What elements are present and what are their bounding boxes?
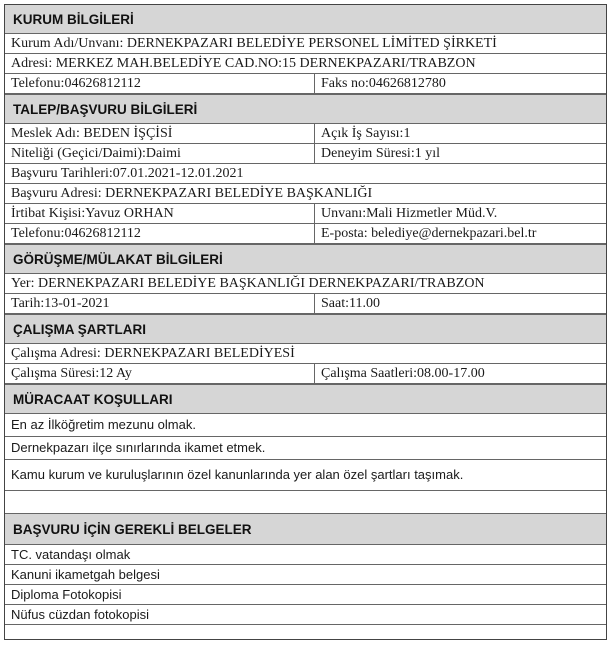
gorusme-tarih-row xyxy=(5,294,606,314)
talep-contact-row xyxy=(5,224,606,244)
kurum-adres: Adresi: MERKEZ MAH.BELEDİYE CAD.NO:15 DERNEKPAZARI/TRABZON xyxy=(11,56,476,71)
irtibat-kisisi: İrtibat Kişisi:Yavuz ORHAN xyxy=(5,204,315,223)
meslek-adi: Meslek Adı: BEDEN İŞÇİSİ xyxy=(5,124,315,143)
blank-row xyxy=(5,491,606,514)
gorusme-yer: Yer: DERNEKPAZARI BELEDİYE BAŞKANLIĞI DERNEKPAZARI/TRABZON xyxy=(11,276,485,291)
kurum-adi: Kurum Adı/Unvanı: DERNEKPAZARI BELEDİYE PERSONEL LİMİTED ŞİRKETİ xyxy=(11,36,497,51)
kurum-adres-row xyxy=(5,54,606,74)
kurum-telefon: Telefonu:04626812112 xyxy=(5,74,315,93)
talep-adres-row xyxy=(5,184,606,204)
belge-item xyxy=(5,605,606,625)
talep-meslek-row xyxy=(5,124,606,144)
muracaat-item-1: En az İlköğretim mezunu olmak. xyxy=(11,417,196,432)
gorusme-saat: Saat:11.00 xyxy=(321,296,380,311)
belge-item xyxy=(5,585,606,605)
muracaat-item-3: Kamu kurum ve kuruluşlarının özel kanunlarında yer alan özel şartları taşımak. xyxy=(11,467,464,482)
niteligi: Niteliği (Geçici/Daimi):Daimi xyxy=(5,144,315,163)
section-header-belgeler: BAŞVURU İÇİN GEREKLİ BELGELER xyxy=(5,514,606,545)
calisma-adres-row xyxy=(5,344,606,364)
belge-item-1: TC. vatandaşı olmak xyxy=(11,547,131,562)
muracaat-item xyxy=(5,460,606,491)
muracaat-item xyxy=(5,437,606,460)
section-header-talep: TALEP/BAŞVURU BİLGİLERİ xyxy=(5,94,606,124)
kurum-adi-row xyxy=(5,34,606,54)
kurum-contact-row xyxy=(5,74,606,94)
section-header-muracaat: MÜRACAAT KOŞULLARI xyxy=(5,384,606,414)
muracaat-item xyxy=(5,414,606,437)
talep-eposta: E-posta: belediye@dernekpazari.bel.tr xyxy=(321,226,537,241)
belge-item-2: Kanuni ikametgah belgesi xyxy=(11,567,160,582)
calisma-saatleri: Çalışma Saatleri:08.00-17.00 xyxy=(321,366,485,381)
section-header-gorusme: GÖRÜŞME/MÜLAKAT BİLGİLERİ xyxy=(5,244,606,274)
blank-row-bottom xyxy=(5,625,606,639)
belge-item-3: Diploma Fotokopisi xyxy=(11,587,122,602)
gorusme-tarih: Tarih:13-01-2021 xyxy=(5,294,315,313)
muracaat-item-2: Dernekpazarı ilçe sınırlarında ikamet etmek. xyxy=(11,440,266,455)
belge-item-4: Nüfus cüzdan fotokopisi xyxy=(11,607,150,622)
talep-nitelik-row xyxy=(5,144,606,164)
calisma-sure-row xyxy=(5,364,606,384)
section-header-kurum: KURUM BİLGİLERİ xyxy=(5,5,606,34)
gorusme-yer-row xyxy=(5,274,606,294)
unvan: Unvanı:Mali Hizmetler Müd.V. xyxy=(321,206,498,221)
acik-is-sayisi: Açık İş Sayısı:1 xyxy=(321,126,411,141)
basvuru-tarihleri: Başvuru Tarihleri:07.01.2021-12.01.2021 xyxy=(11,166,244,181)
calisma-suresi: Çalışma Süresi:12 Ay xyxy=(5,364,315,383)
deneyim-suresi: Deneyim Süresi:1 yıl xyxy=(321,146,440,161)
belge-item xyxy=(5,565,606,585)
talep-telefon: Telefonu:04626812112 xyxy=(5,224,315,243)
calisma-adresi: Çalışma Adresi: DERNEKPAZARI BELEDİYESİ xyxy=(11,346,295,361)
kurum-faks: Faks no:04626812780 xyxy=(321,76,446,91)
belge-item xyxy=(5,545,606,565)
talep-tarih-row xyxy=(5,164,606,184)
basvuru-adresi: Başvuru Adresi: DERNEKPAZARI BELEDİYE BAŞKANLIĞI xyxy=(11,186,373,201)
talep-irtibat-row xyxy=(5,204,606,224)
section-header-calisma: ÇALIŞMA ŞARTLARI xyxy=(5,314,606,344)
application-form xyxy=(4,4,607,640)
